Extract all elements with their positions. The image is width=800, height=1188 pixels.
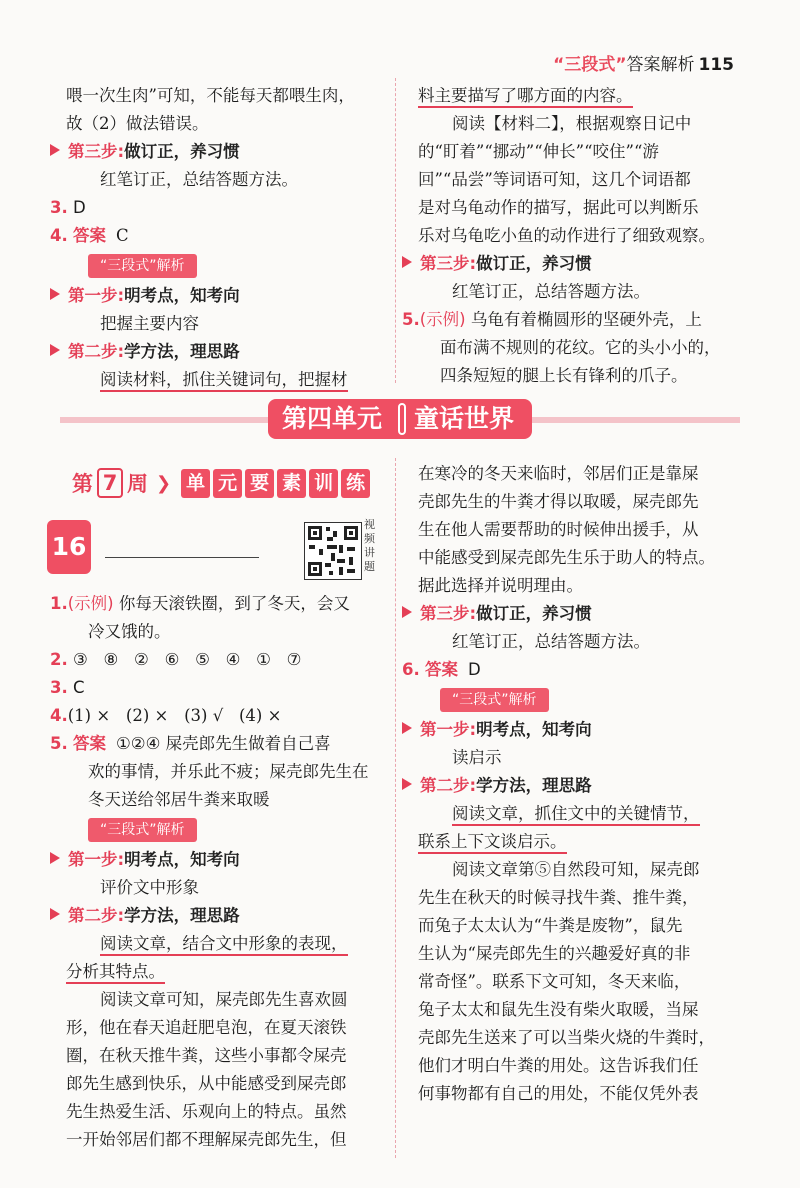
banner-rule	[60, 417, 272, 423]
title-char: 要	[245, 469, 274, 498]
text-line: 先生热爱生活、乐观向上的特点。虽然	[66, 1102, 347, 1121]
answer-label: 答案	[73, 226, 106, 245]
column-divider	[395, 78, 396, 383]
step-text: 红笔订正，总结答题方法。	[452, 632, 650, 651]
text-line: 在寒冷的冬天来临时，邻居们正是靠屎	[418, 464, 699, 483]
text-line: 阅读【材料二】，根据观察日记中	[452, 114, 692, 133]
underlined-text: 分析其特点。	[66, 962, 165, 984]
step-label: 第一步:	[420, 720, 477, 739]
text-line: 壳郎先生送来了可以当柴火烧的牛粪时，	[418, 1028, 715, 1047]
week-suffix: 周	[127, 472, 148, 496]
unit-title	[268, 399, 532, 439]
step-label: 第二步:	[68, 906, 125, 925]
column-divider	[395, 458, 396, 1158]
text-line: 喂一次生肉”可知，不能每天都喂生肉，	[66, 86, 355, 105]
unit-theme: 童话世界	[414, 404, 515, 433]
analysis-tag: “三段式”解析	[88, 254, 197, 278]
step-label: 第二步:	[420, 776, 477, 795]
answer-text: 冷又饿的。	[88, 622, 171, 641]
header-title: 答案解析	[626, 55, 695, 75]
answer: C	[116, 226, 129, 245]
step3	[50, 138, 386, 166]
answer-text: 面布满不规则的花纹。它的头小小的，	[440, 338, 721, 357]
answer-text: ①②④ 屎壳郎先生做着自己喜	[116, 734, 331, 753]
banner-rule	[528, 417, 740, 423]
top-right-column	[402, 82, 748, 390]
question-number: 3.	[50, 198, 68, 217]
title-char: 练	[341, 469, 370, 498]
analysis-tag: “三段式”解析	[88, 818, 197, 842]
week-heading	[72, 466, 373, 500]
example-label: (示例)	[67, 594, 114, 613]
underlined-text: 阅读文章，结合文中形象的表现，	[100, 934, 348, 956]
answer-label: 答案	[73, 734, 106, 753]
arrow-icon	[50, 852, 60, 864]
qr-label: 视频讲题	[364, 518, 375, 573]
text-line: 据此选择并说明理由。	[418, 576, 583, 595]
step-title: 学方法，理思路	[476, 776, 592, 795]
step-title: 做订正，养习惯	[124, 142, 240, 161]
question-number: 4.	[50, 226, 68, 245]
text-line: 壳郎先生的牛粪才得以取暖，屎壳郎先	[418, 492, 699, 511]
step-label: 第一步:	[68, 850, 125, 869]
step-text: 读启示	[452, 748, 502, 767]
text-line: 的“盯着”“挪动”“伸长”“咬住”“游	[418, 142, 659, 161]
arrow-icon	[50, 908, 60, 920]
text-line: 一开始邻居们都不理解屎壳郎先生，但	[66, 1130, 347, 1149]
unit-banner	[0, 393, 800, 447]
question-number: 4.	[50, 706, 68, 725]
arrow-icon	[50, 144, 60, 156]
text-line: 是对乌龟动作的描写，据此可以判断乐	[418, 198, 699, 217]
underlined-text: 阅读文章，抓住文中的关键情节，	[452, 804, 700, 826]
arrow-icon	[50, 344, 60, 356]
page-number: 115	[698, 55, 734, 75]
answer: ③ ⑧ ② ⑥ ⑤ ④ ① ⑦	[73, 650, 302, 669]
step-label: 第二步:	[68, 342, 125, 361]
text-line: 故（2）做法错误。	[66, 114, 209, 133]
answer-blank	[105, 557, 259, 558]
lesson-number: 16	[47, 520, 91, 574]
chevron-right-icon: ❯	[156, 472, 172, 494]
question-5	[402, 306, 748, 334]
arrow-icon	[402, 606, 412, 618]
step-label: 第一步:	[68, 286, 125, 305]
step1	[402, 716, 748, 744]
question-3	[50, 194, 386, 222]
step-text: 评价文中形象	[100, 878, 199, 897]
question-number: 5.	[50, 734, 68, 753]
title-char: 元	[213, 469, 242, 498]
question-number: 3.	[50, 678, 68, 697]
answer-text: 四条短短的腿上长有锋利的爪子。	[440, 366, 688, 385]
step2	[402, 772, 748, 800]
question-number: 1.	[50, 594, 68, 613]
arrow-icon	[50, 288, 60, 300]
bottom-right-column	[402, 460, 748, 1108]
question-6	[402, 656, 748, 684]
question-2	[50, 646, 386, 674]
text-line: 圈，在秋天推牛粪，这些小事都令屎壳	[66, 1046, 347, 1065]
answer: D	[468, 660, 481, 679]
arrow-icon	[402, 256, 412, 268]
text-line: 形，他在春天追赶肥皂泡，在夏天滚铁	[66, 1018, 347, 1037]
title-char: 单	[181, 469, 210, 498]
text-line: 阅读文章第⑤自然段可知，屎壳郎	[452, 860, 700, 879]
text-line: 先生在秋天的时候寻找牛粪、推牛粪，	[418, 888, 699, 907]
step3	[402, 600, 748, 628]
step-label: 第三步:	[420, 604, 477, 623]
answer-text: 乌龟有着椭圆形的坚硬外壳，上	[470, 310, 702, 329]
qr-code-icon[interactable]	[304, 522, 362, 580]
step-title: 明考点，知考向	[124, 286, 240, 305]
text-line: 而兔子太太认为“牛粪是废物”，鼠先	[418, 916, 683, 935]
question-5	[50, 730, 386, 758]
week-prefix: 第	[72, 472, 93, 496]
banner-separator	[398, 403, 406, 435]
step-title: 明考点，知考向	[476, 720, 592, 739]
step-title: 学方法，理思路	[124, 906, 240, 925]
text-line: 生在他人需要帮助的时候伸出援手，从	[418, 520, 699, 539]
bottom-left-column	[50, 590, 386, 1154]
text-line: 中能感受到屎壳郎先生乐于助人的特点。	[418, 548, 715, 567]
step1	[50, 282, 386, 310]
step-label: 第三步:	[420, 254, 477, 273]
underlined-text: 阅读材料，抓住关键词句，把握材	[100, 370, 348, 392]
question-4	[50, 702, 386, 730]
step-text: 红笔订正，总结答题方法。	[100, 170, 298, 189]
arrow-icon	[402, 722, 412, 734]
example-label: (示例)	[419, 310, 466, 329]
step3	[402, 250, 748, 278]
question-1	[50, 590, 386, 618]
step-title: 做订正，养习惯	[476, 604, 592, 623]
text-line: 回”“品尝”等词语可知，这几个词语都	[418, 170, 691, 189]
step1	[50, 846, 386, 874]
underlined-text: 联系上下文谈启示。	[418, 832, 567, 854]
question-number: 2.	[50, 650, 68, 669]
answer-label: 答案	[425, 660, 458, 679]
header-series: “三段式”	[553, 55, 627, 75]
text-line: 生认为“屎壳郎先生的兴趣爱好真的非	[418, 944, 691, 963]
answer-text: 欢的事情，并乐此不疲；屎壳郎先生在	[88, 762, 369, 781]
step2	[50, 902, 386, 930]
question-number: 5.	[402, 310, 420, 329]
text-line: 他们才明白牛粪的用处。这告诉我们任	[418, 1056, 699, 1075]
answer-text: 你每天滚铁圈，到了冬天，会又	[118, 594, 350, 613]
step-label: 第三步:	[68, 142, 125, 161]
step-title: 学方法，理思路	[124, 342, 240, 361]
question-number: 6.	[402, 660, 420, 679]
analysis-tag: “三段式”解析	[440, 688, 549, 712]
answer: C	[73, 678, 85, 697]
title-char: 素	[277, 469, 306, 498]
text-line: 乐对乌龟吃小鱼的动作进行了细致观察。	[418, 226, 715, 245]
top-left-column	[50, 82, 386, 394]
page-header	[553, 50, 734, 75]
text-line: 阅读文章可知，屎壳郎先生喜欢圆	[100, 990, 348, 1009]
answer: D	[73, 198, 86, 217]
question-3	[50, 674, 386, 702]
week-number: 7	[97, 468, 123, 498]
step2	[50, 338, 386, 366]
step-text: 把握主要内容	[100, 314, 199, 333]
answer-text: 冬天送给邻居牛粪来取暖	[88, 790, 270, 809]
week-title	[181, 469, 373, 498]
text-line: 兔子太太和鼠先生没有柴火取暖，当屎	[418, 1000, 699, 1019]
answer: (1) × (2) × (3) √ (4) ×	[67, 706, 282, 725]
text-line: 郎先生感到快乐，从中能感受到屎壳郎	[66, 1074, 347, 1093]
arrow-icon	[402, 778, 412, 790]
text-line: 何事物都有自己的用处，不能仅凭外表	[418, 1084, 699, 1103]
step-title: 明考点，知考向	[124, 850, 240, 869]
step-title: 做订正，养习惯	[476, 254, 592, 273]
question-4	[50, 222, 386, 250]
underlined-text: 料主要描写了哪方面的内容。	[418, 86, 633, 108]
step-text: 红笔订正，总结答题方法。	[452, 282, 650, 301]
unit-name: 第四单元	[282, 404, 383, 433]
title-char: 训	[309, 469, 338, 498]
text-line: 常奇怪”。联系下文可知，冬天来临，	[418, 972, 691, 991]
